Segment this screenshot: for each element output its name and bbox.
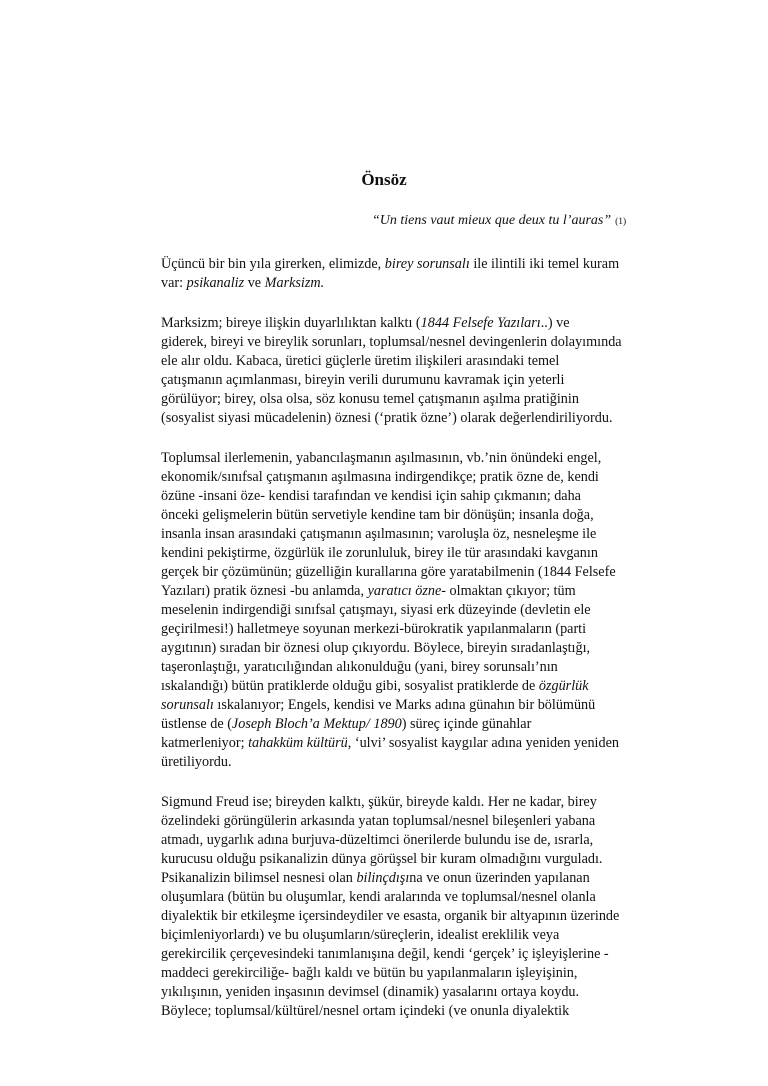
- text-line: [161, 696, 681, 715]
- paragraph: [161, 793, 681, 1021]
- text-line: [161, 639, 681, 658]
- text-segment: özüne -insani öze- kendisi tarafından ve kendisi için sahip çıkmanın; daha: [161, 488, 581, 504]
- text-segment: geçirilmesi!) halletmeye soyunan merkezi-bürokratik yapılanmaların (parti: [161, 621, 587, 637]
- text-segment: Toplumsal ilerlemenin, yabancılaşmanın aşılmasının, vb.’nin önündeki engel,: [161, 450, 602, 466]
- text-line: [161, 314, 681, 333]
- text-segment: insanla insan arasındaki çatışmanın aşılmasının; varoluşla öz, nesneleşme ile: [161, 526, 597, 542]
- text-segment: giderek, bireyi ve bireylik sorunları, toplumsal/nesnel devingenlerin dolayımında: [161, 334, 622, 350]
- italic-text: özgürlük: [538, 678, 589, 694]
- text-segment: üretiliyordu.: [161, 754, 232, 770]
- italic-text: bilinçdışı: [356, 870, 410, 886]
- text-segment: oluşumlara (bütün bu oluşumlar, kendi aralarında ve toplumsal/nesnel olanla: [161, 889, 596, 905]
- text-segment: Yazıları) pratik öznesi -bu anlamda,: [161, 583, 368, 599]
- italic-text: tahakküm kültürü: [248, 735, 348, 751]
- text-line: [161, 255, 681, 274]
- epigraph: [372, 213, 672, 229]
- text-line: [161, 333, 681, 352]
- text-segment: üstlense de (: [161, 716, 232, 732]
- paragraph: [161, 255, 681, 293]
- page-title: Önsöz: [361, 170, 407, 189]
- text-line: [161, 850, 681, 869]
- text-line: [161, 352, 681, 371]
- text-line: [161, 563, 681, 582]
- text-line: [161, 793, 681, 812]
- text-segment: ) süreç içinde günahlar: [401, 716, 532, 732]
- text-segment: (sosyalist siyasi mücadelenin) öznesi (‘pratik özne’) olarak değerlendiriliyordu.: [161, 410, 613, 426]
- text-line: [161, 907, 681, 926]
- text-line: [161, 812, 681, 831]
- text-line: [161, 734, 681, 753]
- text-line: [161, 1002, 681, 1021]
- paragraph: [161, 314, 681, 428]
- text-line: [161, 831, 681, 850]
- text-segment: Marksizm; bireye ilişkin duyarlılıktan kalktı (: [161, 315, 421, 331]
- text-line: [161, 506, 681, 525]
- text-segment: ıskalandığı) bütün pratiklerde olduğu gibi, sosyalist pratiklerde de: [161, 678, 539, 694]
- text-segment: atmadı, uygarlık adına burjuva-düzeltimci önerilerde bulundu ise de, ısrarla,: [161, 832, 594, 848]
- text-segment: yıkılışının, yeniden inşasının devimsel (dinamik) yasalarını ortaya koydu.: [161, 984, 580, 1000]
- text-segment: Sigmund Freud ise; bireyden kalktı, şükür, bireyde kaldı. Her ne kadar, birey: [161, 794, 597, 810]
- text-line: [161, 468, 681, 487]
- text-segment: , ‘ulvi’ sosyalist kaygılar adına yeniden yeniden: [347, 735, 619, 751]
- text-line: [161, 409, 681, 428]
- text-line: [161, 677, 681, 696]
- text-segment: Psikanalizin bilimsel nesnesi olan: [161, 870, 357, 886]
- text-line: [161, 582, 681, 601]
- text-segment: taşeronlaştığı, yaratıcılığından alıkonulduğu (yani, birey sorunsalı’nın: [161, 659, 558, 675]
- text-segment: meselenin indirgendiği sınıfsal çatışmayı, siyasi erk düzeyinde (devletin ele: [161, 602, 591, 618]
- text-segment: çatışmanın açımlanması, bireyin verili durumunu kavramak için yeterli: [161, 372, 565, 388]
- text-line: [161, 983, 681, 1002]
- italic-text: psikanaliz: [186, 275, 245, 291]
- text-segment: gerçek bir çözümünün; güzelliğin kurallarına göre yaratabilmenin (1844 Felsefe: [161, 564, 616, 580]
- epigraph-quote: “Un tiens vaut mieux que deux tu l’auras”: [372, 213, 612, 228]
- text-segment: ile ilintili iki temel kuram: [469, 256, 620, 272]
- text-segment: ekonomik/sınıfsal çatışmanın aşılmasına indirgendikçe; pratik özne de, kendi: [161, 469, 599, 485]
- text-line: [161, 390, 681, 409]
- italic-text: Marksizm.: [264, 275, 325, 291]
- text-line: [161, 525, 681, 544]
- text-segment: Üçüncü bir bin yıla girerken, elimizde,: [161, 256, 385, 272]
- italic-text: yaratıcı özne: [367, 583, 442, 599]
- text-line: [161, 487, 681, 506]
- text-segment: maddeci gerekirciliğe- bağlı kaldı ve bütün bu yapılanmaların işleyişinin,: [161, 965, 578, 981]
- text-line: [161, 753, 681, 772]
- text-segment: kurucusu olduğu psikanalizin dünya görüşsel bir kuram olmadığını vurguladı.: [161, 851, 603, 867]
- text-segment: diyalektik bir etkileşme içersindeydiler ve esasta, organik bir altyapının üzerinde: [161, 908, 620, 924]
- text-line: [161, 945, 681, 964]
- text-segment: aygıtının) sıradan bir öznesi olup çıkıyordu. Böylece, bireyin sıradanlaştığı,: [161, 640, 591, 656]
- text-line: [161, 964, 681, 983]
- text-line: [161, 620, 681, 639]
- text-segment: var:: [161, 275, 187, 291]
- text-segment: gerekircilik çerçevesindeki tanımlanışına değil, kendi ‘gerçek’ iç işleyişlerine -: [161, 946, 609, 962]
- text-line: [161, 888, 681, 907]
- text-segment: ele alır oldu. Kabaca, üretici güçlerle üretim ilişkileri arasındaki temel: [161, 353, 560, 369]
- text-line: [161, 449, 681, 468]
- footnote-ref: (1): [615, 217, 627, 227]
- italic-text: sorunsalı: [161, 697, 214, 713]
- paragraph: [161, 449, 681, 772]
- text-segment: önceki gelişmelerin bütün servetiyle kendine tam bir dönüşün; insanla doğa,: [161, 507, 594, 523]
- text-line: [161, 715, 681, 734]
- text-segment: Böylece; toplumsal/kültürel/nesnel ortam içindeki (ve onunla diyalektik: [161, 1003, 570, 1019]
- text-segment: özelindeki görüngülerin arkasında yatan toplumsal/nesnel bileşenleri yabana: [161, 813, 596, 829]
- text-segment: ..) ve: [540, 315, 570, 331]
- text-segment: biçimleniyorlardı) ve bu oluşumların/süreçlerin, idealist ereklilik veya: [161, 927, 560, 943]
- text-line: [161, 601, 681, 620]
- text-line: [161, 371, 681, 390]
- text-line: [161, 658, 681, 677]
- italic-text: Joseph Bloch’a Mektup/ 1890: [231, 716, 402, 732]
- text-segment: katmerleniyor;: [161, 735, 249, 751]
- text-segment: - olmaktan çıkıyor; tüm: [441, 583, 576, 599]
- italic-text: birey sorunsalı: [384, 256, 470, 272]
- italic-text: 1844 Felsefe Yazıları: [420, 315, 541, 331]
- text-segment: görülüyor; birey, olsa olsa, söz konusu temel çatışmanın aşılma pratiğinin: [161, 391, 579, 407]
- text-line: [161, 544, 681, 563]
- text-line: [161, 869, 681, 888]
- text-line: [161, 274, 681, 293]
- body-text: [161, 255, 681, 1042]
- text-segment: ıskalanıyor; Engels, kendisi ve Marks adına günahın bir bölümünü: [213, 697, 596, 713]
- text-segment: na ve onun üzerinden yapılanan: [409, 870, 590, 886]
- text-segment: ve: [244, 275, 265, 291]
- text-line: [161, 926, 681, 945]
- text-segment: kendini pekiştirme, özgürlük ile zorunluluk, birey ile tür arasındaki kavganın: [161, 545, 598, 561]
